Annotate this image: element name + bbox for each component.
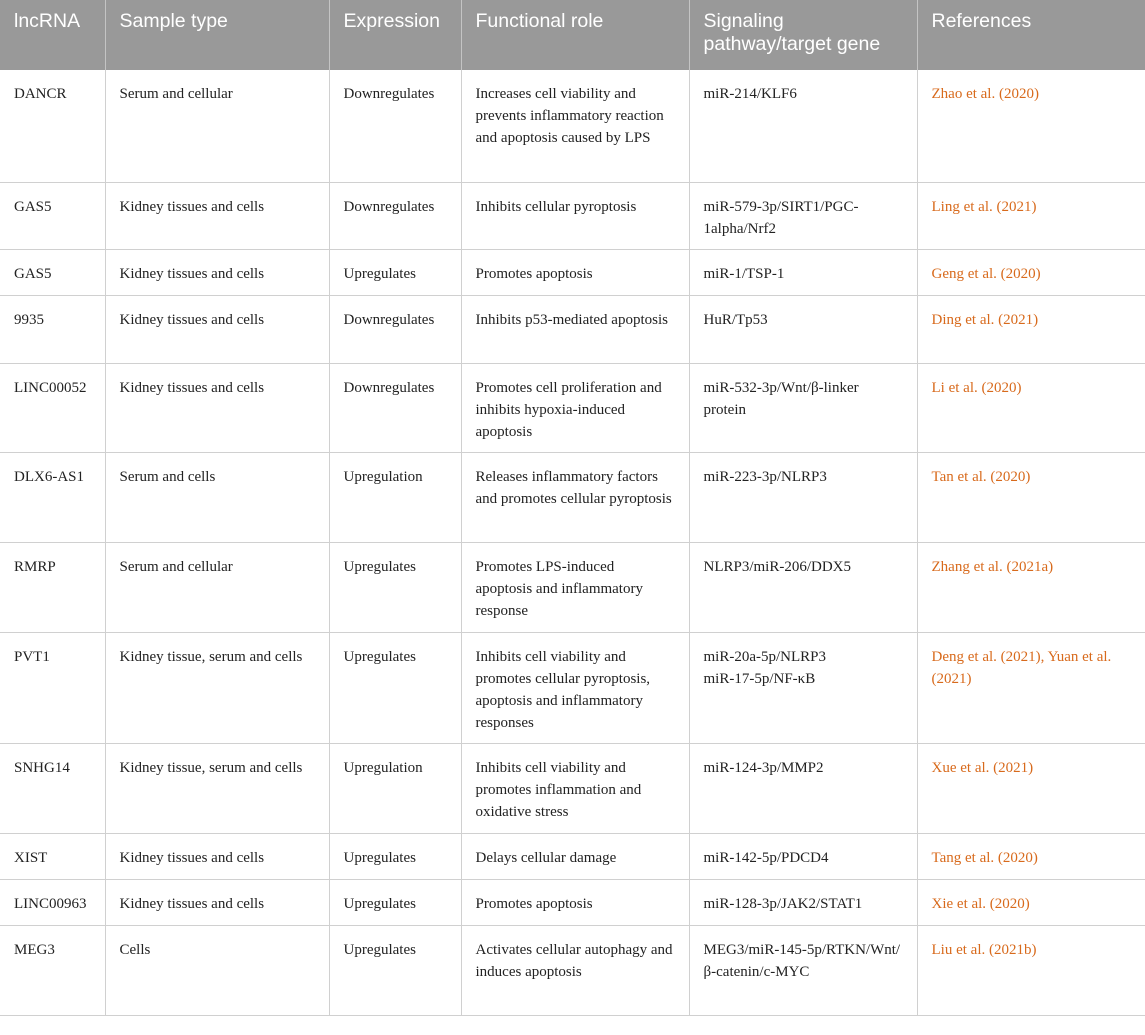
cell-pathway <box>689 249 917 295</box>
pathway-line: miR-579-3p/SIRT1/PGC-1alpha/Nrf2 <box>703 198 859 237</box>
cell-sample-type: Kidney tissue, serum and cells <box>105 632 329 743</box>
cell-sample-type: Kidney tissue, serum and cells <box>105 743 329 833</box>
cell-reference-link[interactable]: Xue et al. (2021) <box>917 743 1145 833</box>
table-row <box>0 363 1145 452</box>
pathway-line: miR-223-3p/NLRP3 <box>703 468 827 485</box>
cell-reference-link[interactable]: Geng et al. (2020) <box>917 249 1145 295</box>
table-row <box>0 182 1145 249</box>
cell-sample-type: Kidney tissues and cells <box>105 833 329 879</box>
table-body <box>0 70 1145 1015</box>
cell-lncrna: GAS5 <box>0 182 105 249</box>
cell-expression: Downregulates <box>329 295 461 363</box>
cell-pathway <box>689 879 917 925</box>
cell-lncrna: PVT1 <box>0 632 105 743</box>
pathway-line: miR-214/KLF6 <box>703 86 797 102</box>
cell-pathway <box>689 182 917 249</box>
cell-reference-link[interactable]: Ling et al. (2021) <box>917 182 1145 249</box>
cell-functional-role: Promotes apoptosis <box>461 249 689 295</box>
cell-expression: Upregulates <box>329 632 461 743</box>
pathway-line: miR-128-3p/JAK2/STAT1 <box>703 895 863 912</box>
cell-reference-link[interactable]: Zhao et al. (2020) <box>917 70 1145 182</box>
pathway-line: miR-17-5p/NF-κB <box>703 670 816 687</box>
header-expression: Expression <box>329 0 461 70</box>
cell-pathway <box>689 542 917 632</box>
cell-lncrna: RMRP <box>0 542 105 632</box>
header-functional-role: Functional role <box>461 0 689 70</box>
cell-sample-type: Serum and cellular <box>105 70 329 182</box>
cell-pathway <box>689 925 917 1015</box>
table-row <box>0 452 1145 542</box>
cell-expression: Downregulates <box>329 363 461 452</box>
cell-reference-link[interactable]: Liu et al. (2021b) <box>917 925 1145 1015</box>
header-row <box>0 0 1145 70</box>
cell-expression: Upregulation <box>329 743 461 833</box>
cell-sample-type: Serum and cellular <box>105 542 329 632</box>
cell-expression: Upregulates <box>329 833 461 879</box>
cell-expression: Upregulation <box>329 452 461 542</box>
pathway-line: NLRP3/miR-206/DDX5 <box>703 558 852 575</box>
cell-pathway <box>689 295 917 363</box>
header-sample-type: Sample type <box>105 0 329 70</box>
cell-lncrna: DLX6-AS1 <box>0 452 105 542</box>
table-row <box>0 70 1145 182</box>
table-row <box>0 879 1145 925</box>
cell-sample-type: Serum and cells <box>105 452 329 542</box>
cell-lncrna: 9935 <box>0 295 105 363</box>
cell-reference-link[interactable]: Xie et al. (2020) <box>917 879 1145 925</box>
cell-lncrna: GAS5 <box>0 249 105 295</box>
header-lncrna: lncRNA <box>0 0 105 70</box>
cell-pathway <box>689 452 917 542</box>
cell-sample-type: Kidney tissues and cells <box>105 879 329 925</box>
pathway-line: miR-1/TSP-1 <box>703 265 785 282</box>
pathway-line: HuR/Tp53 <box>703 311 768 328</box>
cell-pathway <box>689 363 917 452</box>
cell-expression: Upregulates <box>329 925 461 1015</box>
cell-functional-role: Promotes LPS-induced apoptosis and inflammatory response <box>461 542 689 632</box>
cell-reference-link[interactable]: Zhang et al. (2021a) <box>917 542 1145 632</box>
cell-lncrna: MEG3 <box>0 925 105 1015</box>
cell-reference-link[interactable]: Ding et al. (2021) <box>917 295 1145 363</box>
cell-functional-role: Promotes cell proliferation and inhibits hypoxia-induced apoptosis <box>461 363 689 452</box>
pathway-line: miR-142-5p/PDCD4 <box>703 849 829 866</box>
cell-expression: Upregulates <box>329 879 461 925</box>
cell-functional-role: Inhibits cell viability and promotes inflammation and oxidative stress <box>461 743 689 833</box>
cell-functional-role: Activates cellular autophagy and induces apoptosis <box>461 925 689 1015</box>
cell-lncrna: DANCR <box>0 70 105 182</box>
cell-pathway <box>689 743 917 833</box>
cell-functional-role: Promotes apoptosis <box>461 879 689 925</box>
cell-expression: Downregulates <box>329 70 461 182</box>
cell-lncrna: SNHG14 <box>0 743 105 833</box>
header-signaling-pathway: Signaling pathway/target gene <box>689 0 917 70</box>
cell-sample-type: Kidney tissues and cells <box>105 182 329 249</box>
cell-expression: Downregulates <box>329 182 461 249</box>
table-row <box>0 632 1145 743</box>
cell-sample-type: Kidney tissues and cells <box>105 249 329 295</box>
cell-pathway <box>689 632 917 743</box>
cell-reference-link[interactable]: Tan et al. (2020) <box>917 452 1145 542</box>
table-row <box>0 743 1145 833</box>
cell-functional-role: Inhibits cellular pyroptosis <box>461 182 689 249</box>
cell-functional-role: Releases inflammatory factors and promotes cellular pyroptosis <box>461 452 689 542</box>
pathway-line: miR-20a-5p/NLRP3 <box>703 648 826 665</box>
cell-reference-link[interactable]: Tang et al. (2020) <box>917 833 1145 879</box>
cell-sample-type: Kidney tissues and cells <box>105 363 329 452</box>
table-row <box>0 249 1145 295</box>
cell-expression: Upregulates <box>329 542 461 632</box>
table-row <box>0 925 1145 1015</box>
cell-reference-link[interactable]: Deng et al. (2021), Yuan et al. (2021) <box>917 632 1145 743</box>
pathway-line: miR-124-3p/MMP2 <box>703 759 824 776</box>
header-references: References <box>917 0 1145 70</box>
cell-pathway <box>689 70 917 182</box>
cell-reference-link[interactable]: Li et al. (2020) <box>917 363 1145 452</box>
cell-pathway <box>689 833 917 879</box>
cell-lncrna: LINC00963 <box>0 879 105 925</box>
cell-sample-type: Kidney tissues and cells <box>105 295 329 363</box>
pathway-line: MEG3/miR-145-5p/RTKN/Wnt/β-catenin/c-MYC <box>703 941 901 980</box>
pathway-line: miR-532-3p/Wnt/β-linker protein <box>703 379 859 418</box>
cell-functional-role: Inhibits cell viability and promotes cellular pyroptosis, apoptosis and inflammatory responses <box>461 632 689 743</box>
cell-expression: Upregulates <box>329 249 461 295</box>
table-row <box>0 833 1145 879</box>
cell-lncrna: LINC00052 <box>0 363 105 452</box>
cell-functional-role: Delays cellular damage <box>461 833 689 879</box>
table-row <box>0 542 1145 632</box>
table-row <box>0 295 1145 363</box>
cell-lncrna: XIST <box>0 833 105 879</box>
cell-sample-type: Cells <box>105 925 329 1015</box>
cell-functional-role: Inhibits p53-mediated apoptosis <box>461 295 689 363</box>
table-header <box>0 0 1145 70</box>
cell-functional-role: Increases cell viability and prevents inflammatory reaction and apoptosis caused by LPS <box>461 70 689 182</box>
